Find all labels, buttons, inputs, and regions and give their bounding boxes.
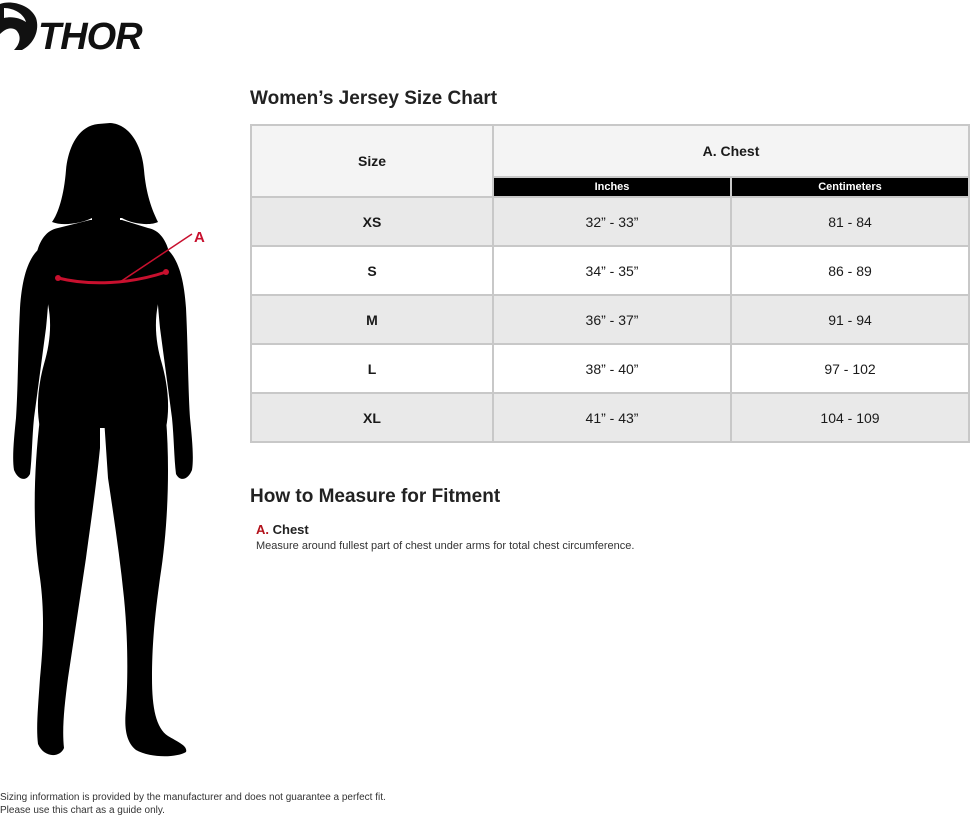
size-cell: XS [251, 197, 493, 246]
table-row [251, 344, 969, 393]
size-cell: XL [251, 393, 493, 442]
inches-cell: 36” - 37” [493, 295, 731, 344]
footnote-line-2: Please use this chart as a guide only. [0, 805, 165, 816]
size-column-header: Size [251, 125, 493, 197]
cm-cell: 104 - 109 [731, 393, 969, 442]
table-row [251, 393, 969, 442]
body-silhouette [0, 118, 215, 768]
table-row [251, 295, 969, 344]
cm-cell: 86 - 89 [731, 246, 969, 295]
inches-cell: 41” - 43” [493, 393, 731, 442]
chest-group-header: A. Chest [493, 125, 969, 177]
thor-logo [0, 0, 175, 58]
centimeters-column-header: Centimeters [731, 177, 969, 197]
measure-item-description: Measure around fullest part of chest under arms for total chest circumference. [256, 540, 635, 552]
size-chart-table [250, 124, 970, 443]
footnote [0, 791, 386, 817]
table-row [251, 197, 969, 246]
measure-item-chest [256, 522, 309, 537]
size-cell: L [251, 344, 493, 393]
size-chart-title: Women’s Jersey Size Chart [250, 88, 498, 109]
inches-cell: 38” - 40” [493, 344, 731, 393]
measure-item-label: Chest [272, 522, 309, 537]
table-row [251, 246, 969, 295]
inches-cell: 34” - 35” [493, 246, 731, 295]
measure-item-letter: A. [256, 522, 269, 537]
logo-wordmark: THOR [38, 16, 142, 58]
cm-cell: 81 - 84 [731, 197, 969, 246]
marker-label-a: A [194, 229, 205, 246]
fitment-title: How to Measure for Fitment [250, 486, 501, 507]
cm-cell: 97 - 102 [731, 344, 969, 393]
size-cell: S [251, 246, 493, 295]
size-cell: M [251, 295, 493, 344]
footnote-line-1: Sizing information is provided by the manufacturer and does not guarantee a perfect fit. [0, 792, 386, 803]
cm-cell: 91 - 94 [731, 295, 969, 344]
inches-cell: 32” - 33” [493, 197, 731, 246]
inches-column-header: Inches [493, 177, 731, 197]
